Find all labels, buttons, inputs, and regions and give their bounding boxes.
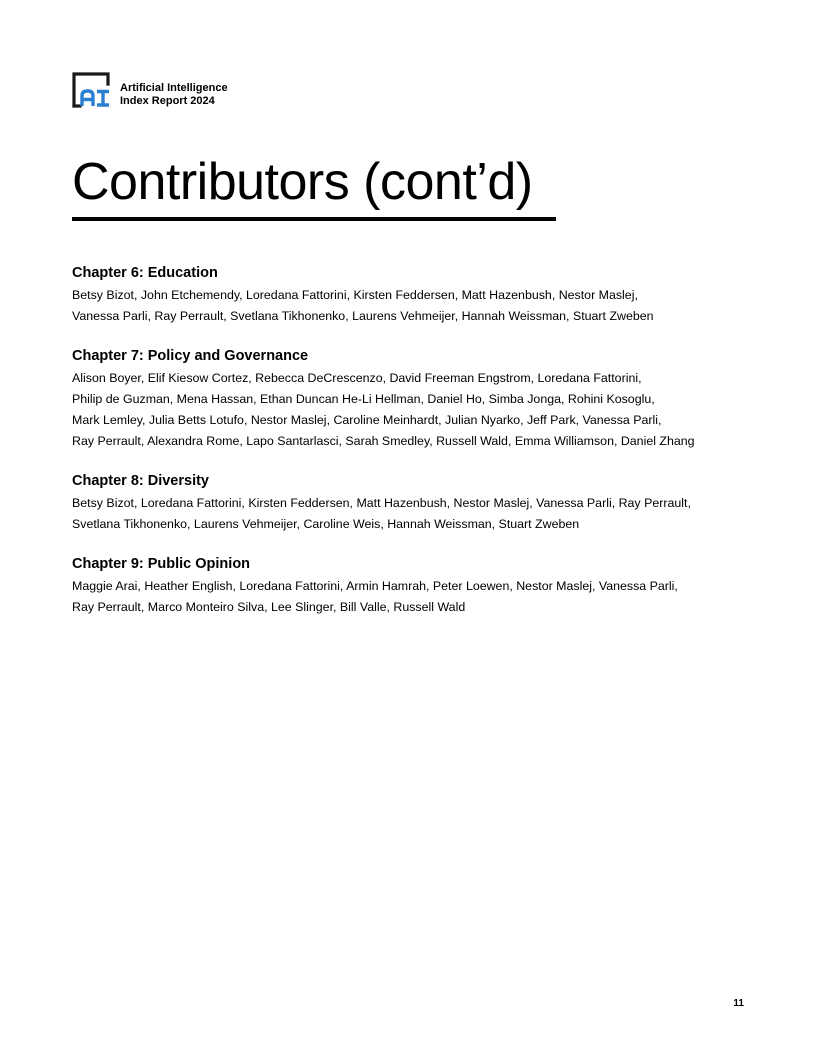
contributor-names: Alison Boyer, Elif Kiesow Cortez, Rebecca DeCrescenzo, David Freeman Engstrom, Loredana Fattorini, Philip de Guzman, Mena Hassan, Ethan Duncan He-Li Hellman, Daniel Ho, Simba Jonga, Rohini Kosoglu, Mark Lemley, Julia Betts Lotufo, Nestor Maslej, Caroline Meinhardt, Julian Nyarko, Jeff Park, Vanessa Parli, Ray Perrault, Alexandra Rome, Lapo Santarlasci, Sarah Smedley, Russell Wald, Emma Williamson, Daniel Zhang	[72, 371, 695, 448]
section-heading: Chapter 7: Policy and Governance	[72, 348, 309, 364]
section-chapter-7	[72, 346, 744, 452]
section-chapter-6	[72, 263, 744, 327]
title-underline	[72, 217, 556, 221]
page-title: Contributors (cont’d)	[72, 153, 533, 211]
ai-index-logo-icon	[72, 72, 112, 108]
contributor-names: Betsy Bizot, John Etchemendy, Loredana Fattorini, Kirsten Feddersen, Matt Hazenbush, Nestor Maslej, Vanessa Parli, Ray Perrault, Svetlana Tikhonenko, Laurens Vehmeijer, Hannah Weissman, Stuart Zweben	[72, 288, 654, 323]
section-heading: Chapter 9: Public Opinion	[72, 556, 251, 572]
page-number: 11	[733, 998, 744, 1009]
contributor-names: Maggie Arai, Heather English, Loredana Fattorini, Armin Hamrah, Peter Loewen, Nestor Maslej, Vanessa Parli, Ray Perrault, Marco Monteiro Silva, Lee Slinger, Bill Valle, Russell Wald	[72, 579, 678, 614]
section-chapter-8	[72, 471, 744, 535]
section-chapter-9	[72, 554, 744, 618]
section-heading: Chapter 8: Diversity	[72, 473, 209, 489]
contributor-names: Betsy Bizot, Loredana Fattorini, Kirsten Feddersen, Matt Hazenbush, Nestor Maslej, Vanessa Parli, Ray Perrault, Svetlana Tikhonenko, Laurens Vehmeijer, Caroline Weis, Hannah Weissman, Stuart Zweben	[72, 496, 691, 531]
brand-line-1: Artificial Intelligence	[120, 82, 228, 94]
contributors-list	[72, 263, 744, 637]
report-brand	[120, 82, 228, 108]
section-heading: Chapter 6: Education	[72, 265, 218, 281]
brand-line-2: Index Report 2024	[120, 95, 215, 107]
